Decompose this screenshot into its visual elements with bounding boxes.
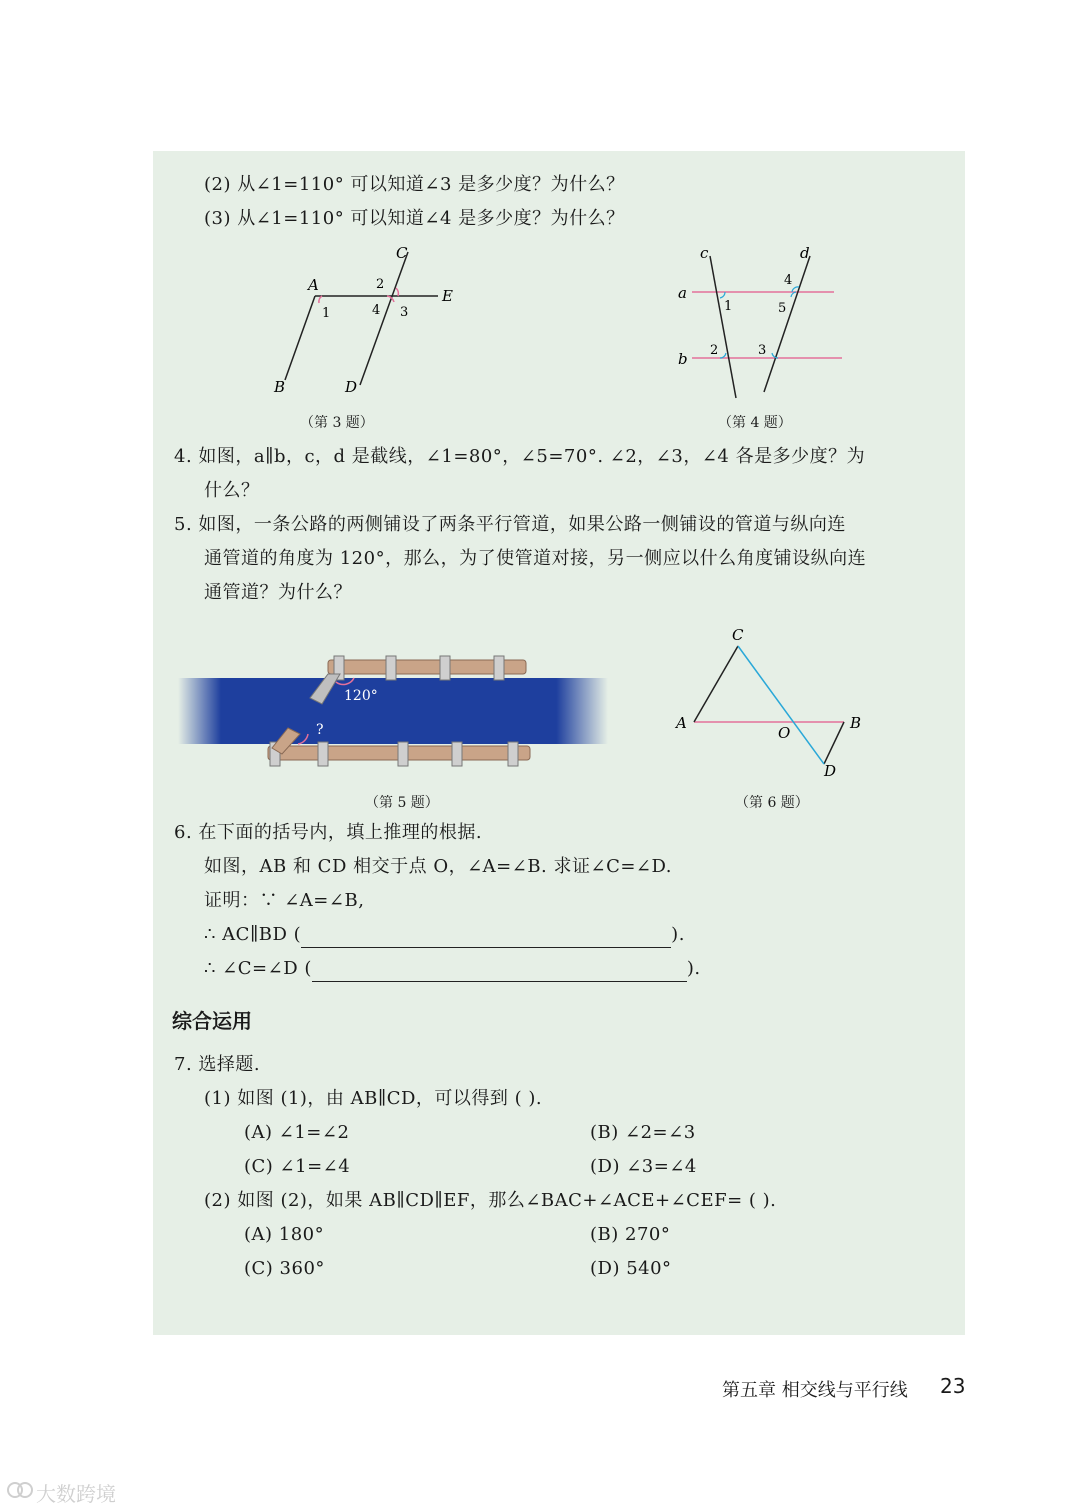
q6-line4-prefix: ∴ AC∥BD (: [204, 924, 302, 945]
q7-1-option-b: (B) ∠2=∠3: [590, 1122, 696, 1143]
question-7-title: 7. 选择题.: [174, 1054, 261, 1075]
section-heading: 综合运用: [172, 1009, 252, 1033]
fig4-label-a: a: [678, 284, 687, 302]
fig4-caption: （第 4 题）: [718, 415, 792, 431]
figure-5: [178, 648, 608, 778]
question-5-line-1: 5. 如图，一条公路的两侧铺设了两条平行管道，如果公路一侧铺设的管道与纵向连: [174, 514, 846, 535]
fig3-label-A: A: [308, 276, 319, 294]
question-6-line-5: [204, 956, 701, 982]
fig3-label-D: D: [345, 378, 358, 396]
figure-3: [260, 240, 480, 410]
fig5-caption: （第 5 题）: [365, 795, 439, 811]
question-6-line-2: 如图，AB 和 CD 相交于点 O，∠A=∠B. 求证∠C=∠D.: [204, 856, 673, 877]
fig3-label-4: 4: [372, 303, 381, 318]
answer-blank-1[interactable]: [301, 927, 671, 948]
question-6-line-4: [204, 922, 685, 948]
q7-2-option-c: (C) 360°: [244, 1258, 325, 1279]
q7-1-option-c: (C) ∠1=∠4: [244, 1156, 351, 1177]
fig3-label-3: 3: [400, 305, 409, 320]
fig6-label-B: B: [850, 714, 862, 732]
fig6-label-A: A: [676, 714, 687, 732]
q6-line5-suffix: ).: [686, 958, 701, 979]
question-3-3: (3) 从∠1=110° 可以知道∠4 是多少度？为什么？: [204, 208, 625, 229]
fig3-label-B: B: [274, 378, 286, 396]
fig6-label-D: D: [824, 762, 837, 780]
q7-2-option-a: (A) 180°: [244, 1224, 325, 1245]
page-number: 23: [940, 1374, 966, 1398]
figure-4: [670, 240, 850, 405]
fig3-caption: （第 3 题）: [300, 415, 374, 431]
question-7-1: (1) 如图 (1)，由 AB∥CD，可以得到 ( ).: [204, 1088, 543, 1109]
fig3-label-1: 1: [322, 306, 331, 321]
fig4-label-b: b: [678, 350, 688, 368]
fig3-label-C: C: [396, 244, 408, 262]
watermark-text: 大数跨境: [36, 1482, 116, 1506]
q7-1-option-d: (D) ∠3=∠4: [590, 1156, 697, 1177]
question-4-line-2: 什么？: [204, 480, 260, 501]
answer-blank-2[interactable]: [312, 961, 687, 982]
q6-line5-prefix: ∴ ∠C=∠D (: [204, 958, 312, 979]
question-6-line-3: 证明：∵ ∠A=∠B,: [204, 890, 365, 911]
fig4-label-c: c: [700, 244, 709, 262]
question-7-2: (2) 如图 (2)，如果 AB∥CD∥EF，那么∠BAC+∠ACE+∠CEF= ( ).: [204, 1190, 777, 1211]
fig4-label-d: d: [800, 244, 810, 262]
q7-1-option-a: (A) ∠1=∠2: [244, 1122, 350, 1143]
fig3-label-E: E: [442, 287, 453, 305]
fig4-label-1: 1: [724, 299, 733, 314]
fig4-label-3: 3: [758, 343, 767, 358]
question-6-line-1: 6. 在下面的括号内，填上推理的根据.: [174, 822, 483, 843]
question-4-line-1: 4. 如图，a∥b，c，d 是截线，∠1=80°，∠5=70°. ∠2，∠3，∠4 各是多少度？为: [174, 446, 866, 467]
question-5-line-3: 通管道？为什么？: [204, 582, 352, 603]
fig6-label-C: C: [732, 626, 744, 644]
question-5-line-2: 通管道的角度为 120°，那么，为了使管道对接，另一侧应以什么角度铺设纵向连: [204, 548, 867, 569]
chapter-title: 第五章 相交线与平行线: [722, 1380, 908, 1401]
watermark-logo-icon: [6, 1480, 34, 1500]
q7-2-option-d: (D) 540°: [590, 1258, 672, 1279]
q6-line4-suffix: ).: [671, 924, 685, 945]
fig6-label-O: O: [778, 724, 791, 742]
fig3-label-2: 2: [376, 277, 385, 292]
fig4-label-2: 2: [710, 343, 719, 358]
question-3-2: (2) 从∠1=110° 可以知道∠3 是多少度？为什么？: [204, 174, 625, 195]
q7-2-option-b: (B) 270°: [590, 1224, 671, 1245]
fig4-label-5: 5: [778, 301, 787, 316]
fig6-caption: （第 6 题）: [735, 795, 809, 811]
figure-6: [670, 620, 870, 785]
fig5-angle-label: 120°: [344, 688, 378, 704]
fig4-label-4: 4: [784, 273, 793, 288]
fig5-unknown-label: ?: [316, 722, 324, 738]
